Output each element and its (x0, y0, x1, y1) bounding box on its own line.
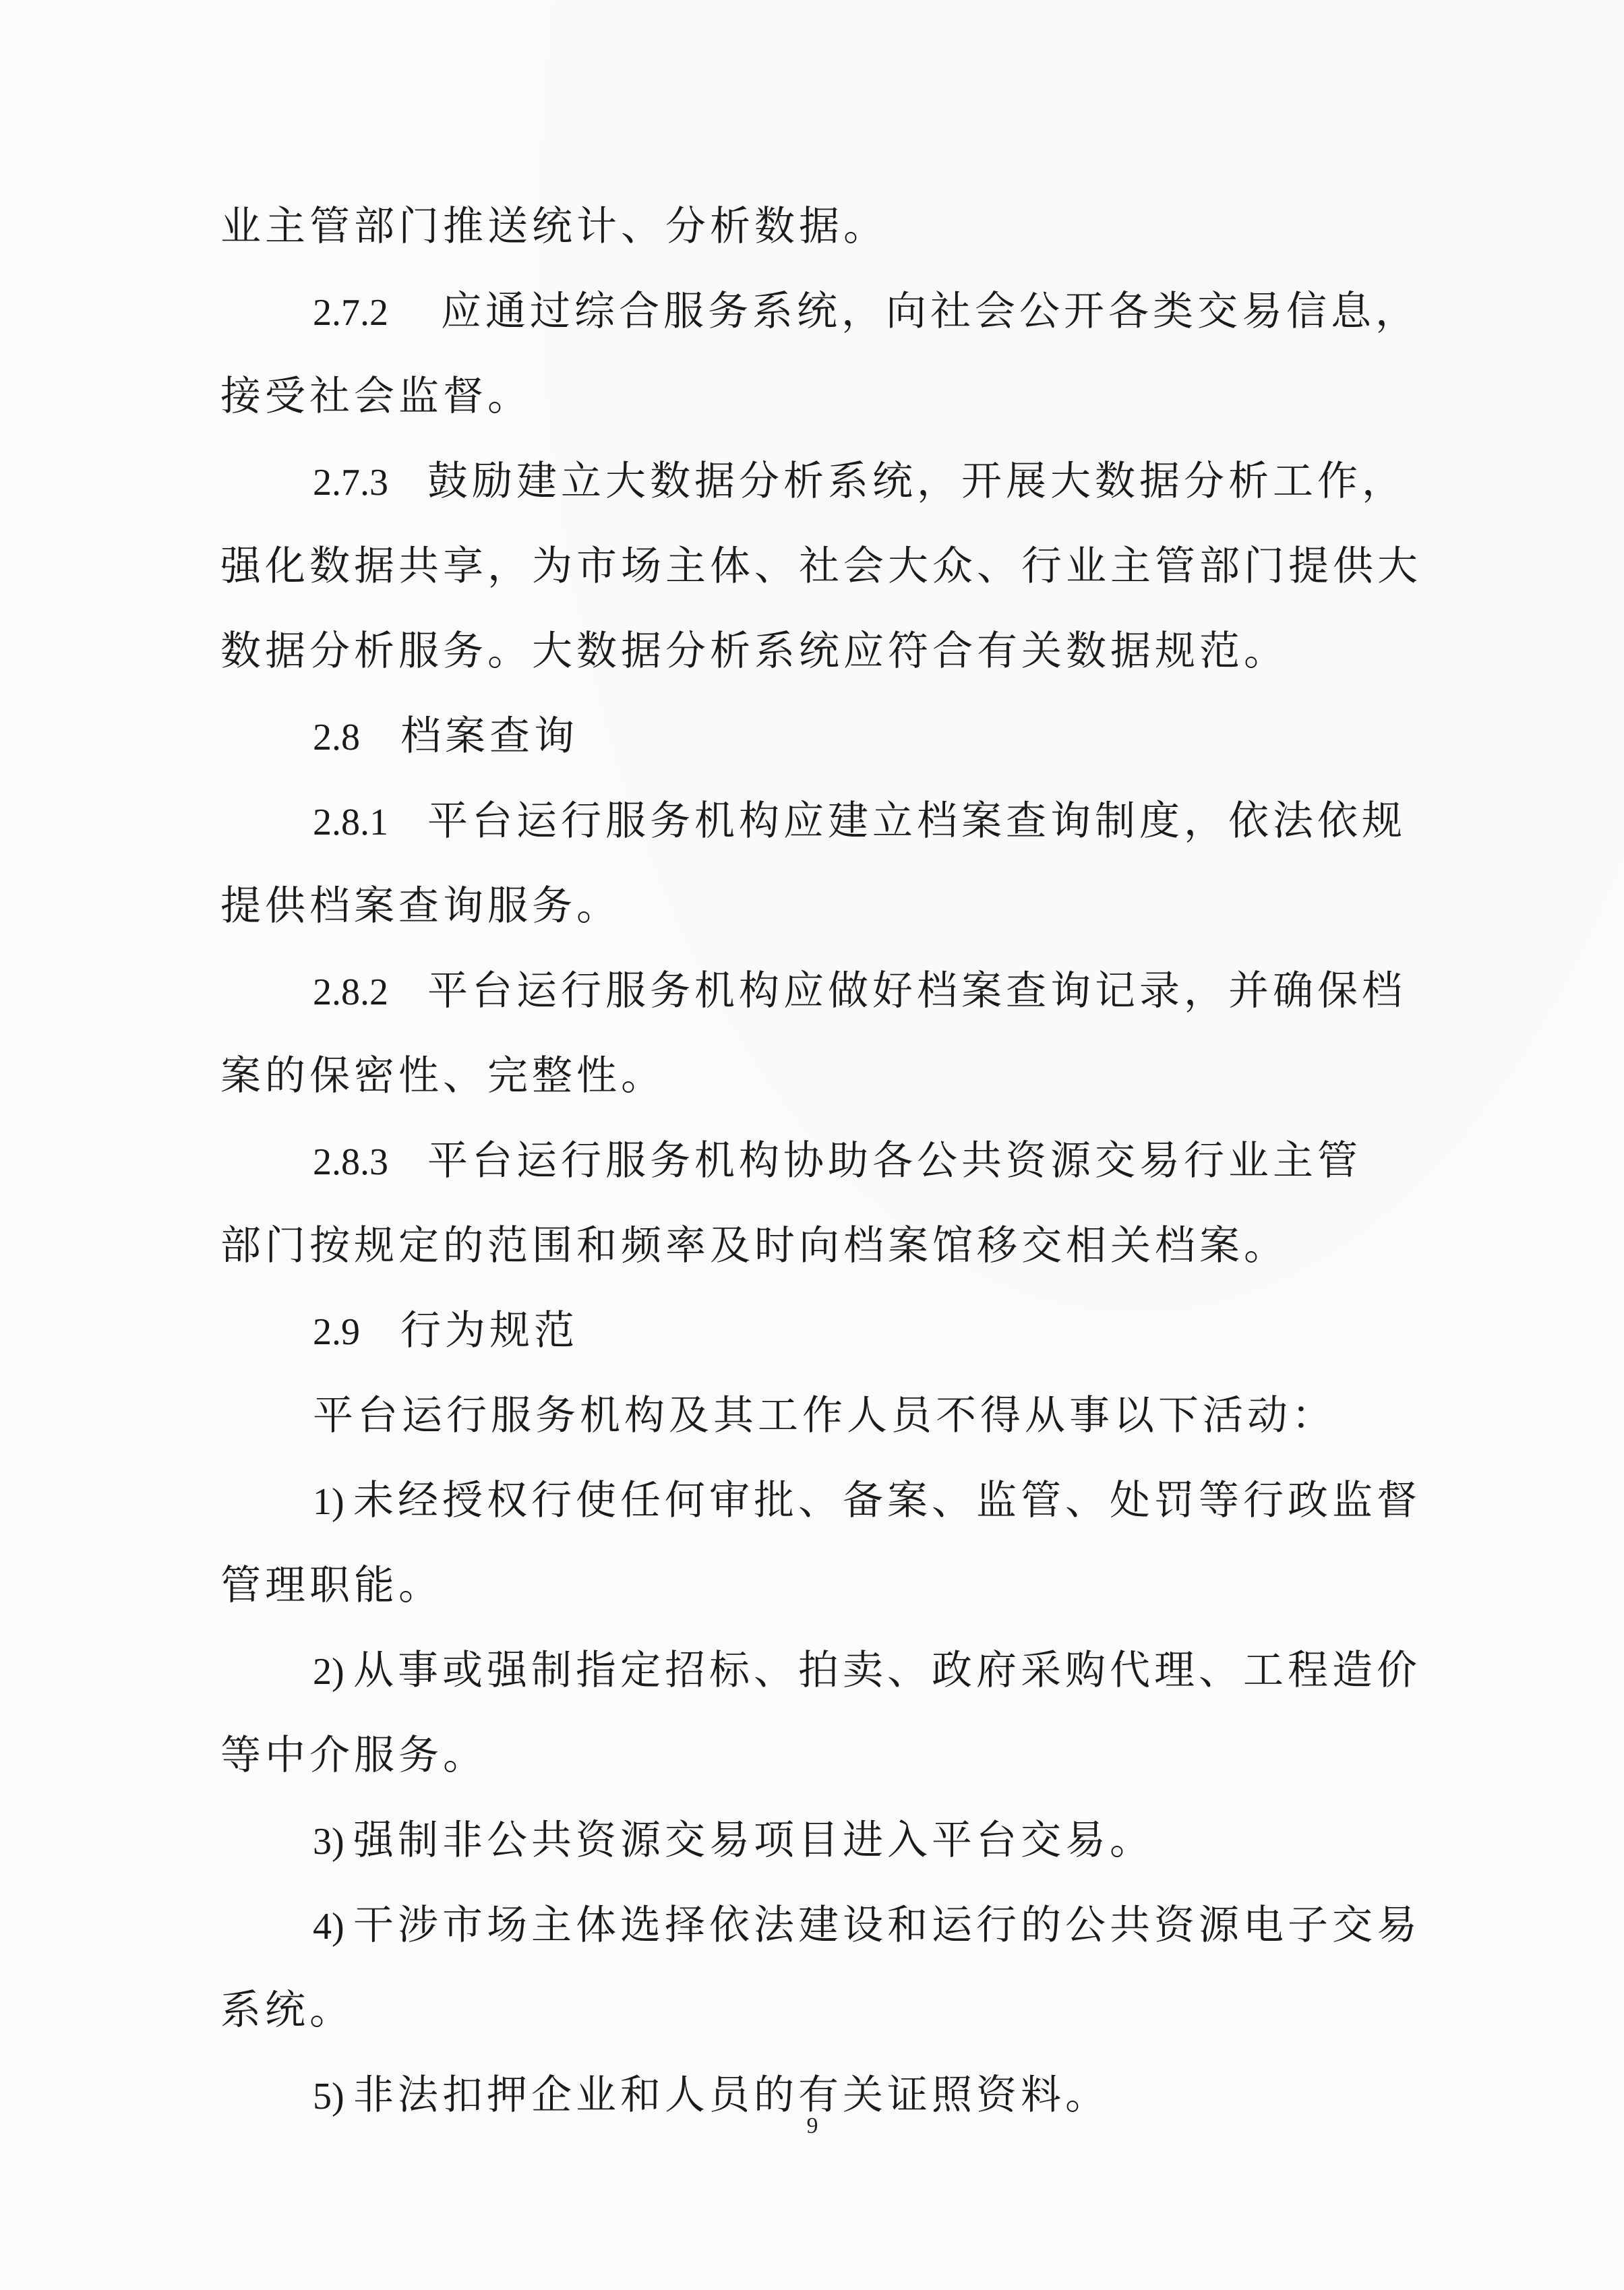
section-number: 2.7.2 (313, 292, 388, 334)
text-line: 平台运行服务机构及其工作人员不得从事以下活动： (313, 1392, 1336, 1439)
list-item-5: 5) 非法扣押企业和人员的有关证照资料。 (313, 2072, 1110, 2119)
text-line: 强化数据共享，为市场主体、社会大众、行业主管部门提供大 (220, 543, 1422, 590)
section-2-8-3: 2.8.3 平台运行服务机构协助各公共资源交易行业主管 (313, 1137, 1362, 1184)
section-number: 2.8.3 (313, 1141, 388, 1183)
list-marker: 2) (313, 1651, 344, 1693)
text-line: 提供档案查询服务。 (220, 882, 621, 930)
text-line: 案的保密性、完整性。 (220, 1052, 665, 1099)
text-line: 等中介服务。 (220, 1732, 487, 1779)
section-2-7-2: 2.7.2 应通过综合服务系统，向社会公开各类交易信息， (313, 288, 1420, 335)
list-item-3: 3) 强制非公共资源交易项目进入平台交易。 (313, 1817, 1154, 1864)
section-number: 2.8.2 (313, 971, 388, 1013)
section-number: 2.9 (313, 1311, 360, 1353)
text-line: 部门按规定的范围和频率及时向档案馆移交相关档案。 (220, 1222, 1288, 1269)
section-2-8-2: 2.8.2 平台运行服务机构应做好档案查询记录，并确保档 (313, 967, 1406, 1015)
list-item-1: 1) 未经授权行使任何审批、备案、监管、处罚等行政监督 (313, 1477, 1421, 1524)
text-line: 数据分析服务。大数据分析系统应符合有关数据规范。 (220, 628, 1288, 675)
list-item-2: 2) 从事或强制指定招标、拍卖、政府采购代理、工程造价 (313, 1647, 1421, 1694)
page-number: 9 (806, 2113, 818, 2138)
section-2-7-3: 2.7.3 鼓励建立大数据分析系统，开展大数据分析工作， (313, 458, 1406, 505)
list-item-4: 4) 干涉市场主体选择依法建设和运行的公共资源电子交易 (313, 1902, 1421, 1949)
section-2-8-1: 2.8.1 平台运行服务机构应建立档案查询制度，依法依规 (313, 797, 1406, 845)
heading-2-9: 2.9 行为规范 (313, 1307, 578, 1354)
text-line: 业主管部门推送统计、分析数据。 (220, 203, 888, 250)
list-marker: 3) (313, 1821, 344, 1863)
list-marker: 5) (313, 2076, 344, 2117)
text-line: 管理职能。 (220, 1562, 443, 1609)
section-number: 2.8.1 (313, 802, 388, 843)
section-number: 2.8 (313, 717, 360, 758)
text-line: 系统。 (220, 1987, 354, 2034)
list-marker: 1) (313, 1481, 344, 1523)
text-line: 接受社会监督。 (220, 373, 532, 420)
section-number: 2.7.3 (313, 462, 388, 504)
list-marker: 4) (313, 1906, 344, 1948)
heading-2-8: 2.8 档案查询 (313, 713, 578, 760)
